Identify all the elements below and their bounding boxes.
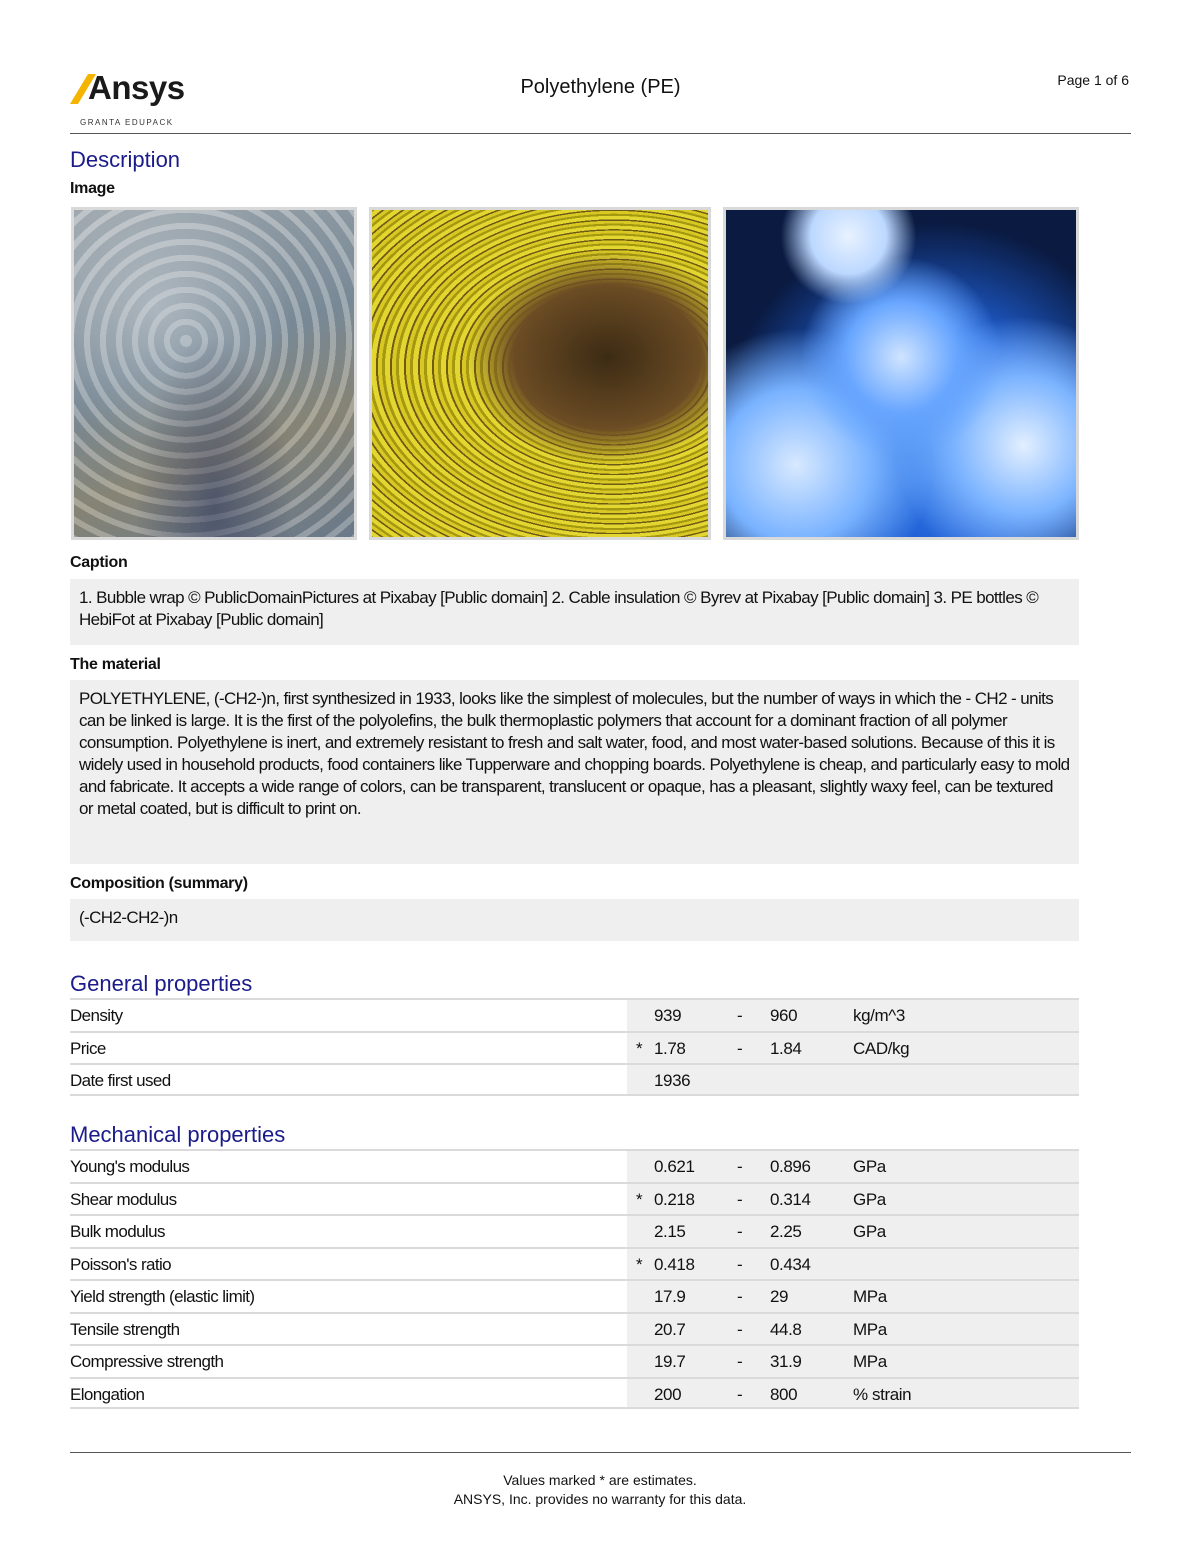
mechanical-properties-table [70,1149,1079,1409]
property-unit: GPa [853,1189,886,1209]
cable-insulation-image [369,207,711,540]
value-cell-background [627,1065,1079,1094]
property-name: Young's modulus [70,1157,190,1176]
property-row [70,1377,1079,1410]
page-number: Page 1 of 6 [1057,72,1129,88]
property-name: Density [70,1006,123,1025]
value-high: 0.314 [770,1189,811,1209]
value-high: 2.25 [770,1222,802,1241]
property-unit: MPa [853,1352,887,1371]
range-dash: - [737,1352,743,1371]
range-dash: - [737,1319,743,1339]
property-name: Elongation [70,1384,145,1404]
property-unit: MPa [853,1287,887,1306]
value-high: 44.8 [770,1319,802,1339]
range-dash: - [737,1254,743,1274]
general-properties-heading: General properties [70,971,253,996]
property-unit: GPa [853,1157,886,1176]
mechanical-properties-heading: Mechanical properties [70,1122,286,1147]
range-dash: - [737,1006,743,1025]
value-low: 1.78 [654,1038,686,1058]
property-name: Poisson's ratio [70,1254,172,1274]
footer-warranty-note: ANSYS, Inc. provides no warranty for this data. [453,1491,747,1507]
value-high: 29 [770,1287,789,1306]
property-row [70,1312,1079,1345]
value-high: 31.9 [770,1352,802,1371]
value-low: 200 [654,1384,682,1404]
caption-text: 1. Bubble wrap © PublicDomainPictures at Pixabay [Public domain] 2. Cable insulation © Byrev at Pixabay [Public domain] 3. PE bottles © HebiFot at Pixabay [Public domain] [70,579,1079,645]
property-name: Bulk modulus [70,1222,165,1241]
property-unit: kg/m^3 [853,1006,905,1025]
pe-bottles-image [723,207,1079,540]
property-row [70,1031,1079,1064]
range-dash: - [737,1157,743,1176]
property-unit: CAD/kg [853,1038,910,1058]
composition-label: Composition (summary) [70,875,248,892]
footer-divider [70,1452,1131,1453]
page-header [70,66,1131,134]
value-low: 17.9 [654,1287,686,1306]
property-row [70,1214,1079,1247]
value-high: 800 [770,1384,798,1404]
value-low: 1936 [654,1071,691,1090]
value-low: 19.7 [654,1352,686,1371]
property-name: Tensile strength [70,1319,180,1339]
footer-estimates-note: Values marked * are estimates. [503,1472,697,1488]
estimate-marker: * [636,1254,643,1274]
image-label: Image [70,180,115,197]
value-low: 0.418 [654,1254,695,1274]
property-row [70,1063,1079,1096]
general-properties-table [70,998,1079,1096]
property-unit: MPa [853,1319,887,1339]
logo-subtitle: GRANTA EDUPACK [80,118,174,127]
estimate-marker: * [636,1038,643,1058]
property-name: Price [70,1038,106,1058]
value-high: 0.434 [770,1254,811,1274]
value-low: 20.7 [654,1319,686,1339]
range-dash: - [737,1222,743,1241]
logo-wordmark: Ansys [88,69,185,106]
property-name: Compressive strength [70,1352,224,1371]
caption-label: Caption [70,554,128,571]
value-low: 0.621 [654,1157,695,1176]
composition-text: (-CH2-CH2-)n [70,899,1079,941]
value-high: 0.896 [770,1157,811,1176]
value-high: 960 [770,1006,798,1025]
value-high: 1.84 [770,1038,802,1058]
value-low: 0.218 [654,1189,695,1209]
material-label: The material [70,656,161,673]
estimate-marker: * [636,1189,643,1209]
description-heading: Description [70,147,181,172]
property-row [70,998,1079,1031]
property-row [70,1149,1079,1182]
document-title: Polyethylene (PE) [520,76,681,98]
property-row [70,1247,1079,1280]
range-dash: - [737,1189,743,1209]
bubble-wrap-image [71,207,357,540]
value-low: 939 [654,1006,682,1025]
material-text: POLYETHYLENE, (-CH2-)n, first synthesized in 1933, looks like the simplest of molecules, but the number of ways in which the - CH2 - units can be linked is large. It is the first of the polyolefins, the bulk thermoplastic polymers that account for a dominant fraction of all polymer consumption. Polyethylene is inert, and extremely resistant to fresh and salt water, food, and most water-based solutions. Because of this it is widely used in household products, food containers like Tupperware and chopping boards. Polyethylene is cheap, and particularly easy to mold and fabricate. It accepts a wide range of colors, can be transparent, translucent or opaque, has a pleasant, slightly waxy feel, can be textured or metal coated, but is difficult to print on. [70,680,1079,864]
range-dash: - [737,1038,743,1058]
property-unit: % strain [853,1384,912,1404]
property-name: Shear modulus [70,1189,177,1209]
value-low: 2.15 [654,1222,686,1241]
property-unit: GPa [853,1222,886,1241]
property-row [70,1279,1079,1312]
property-row [70,1344,1079,1377]
property-name: Date first used [70,1071,171,1090]
property-name: Yield strength (elastic limit) [70,1287,255,1306]
range-dash: - [737,1287,743,1306]
value-cell-background [627,1249,1079,1280]
range-dash: - [737,1384,743,1404]
property-row [70,1182,1079,1215]
